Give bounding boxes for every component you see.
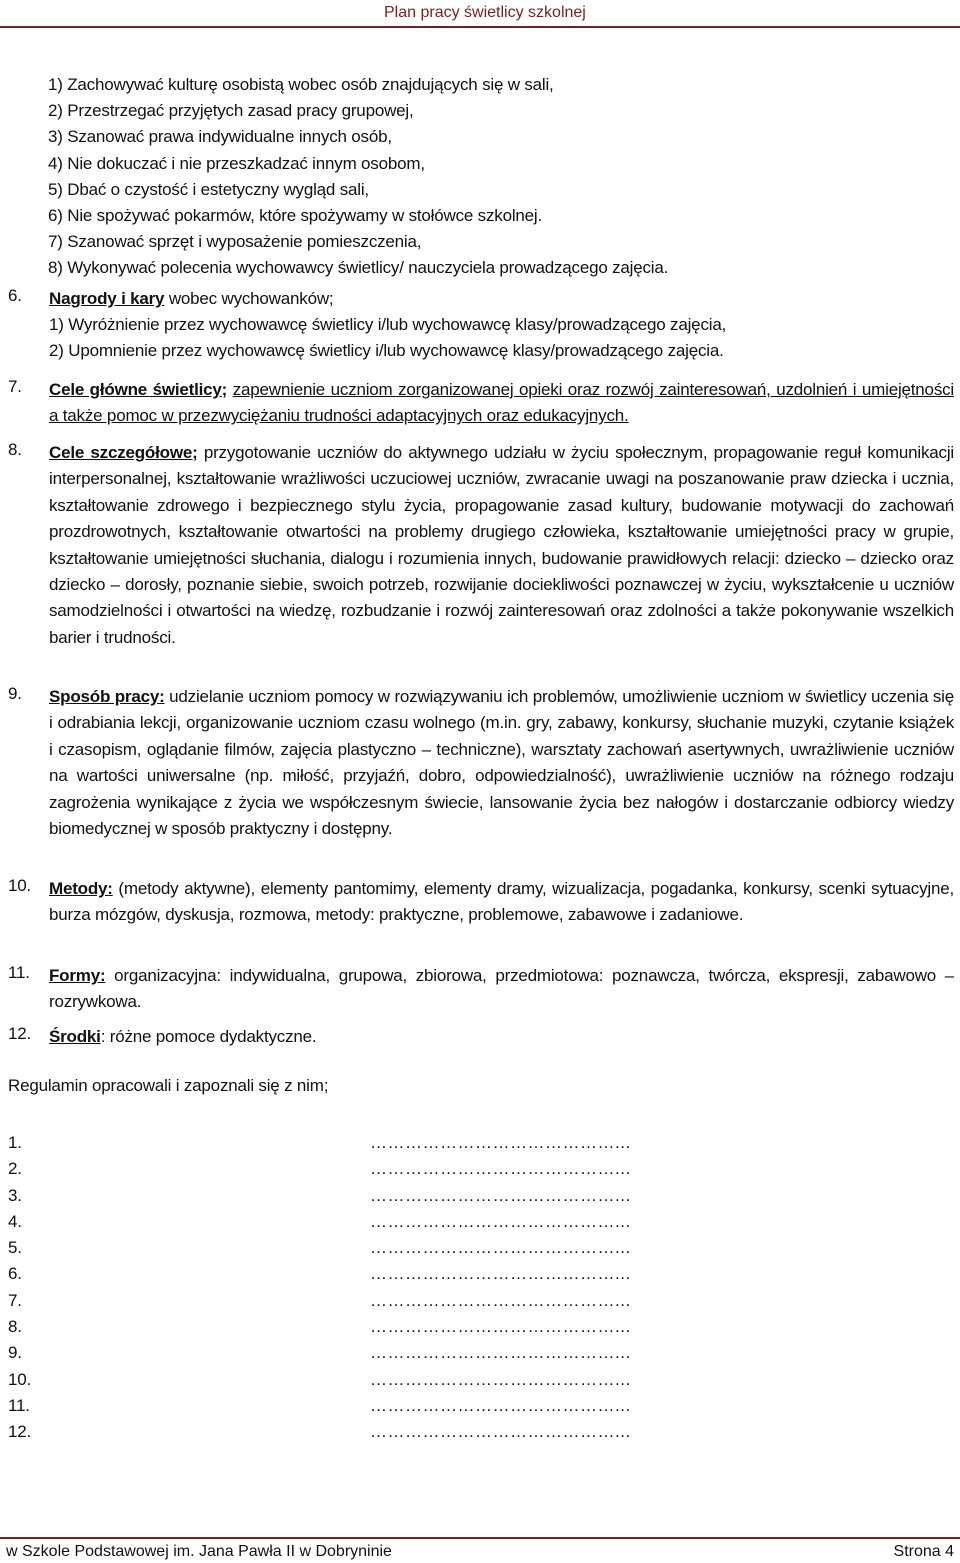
list-item: 3) Szanować prawa indywidualne innych osób,	[48, 127, 392, 147]
section-text: przygotowanie uczniów do aktywnego udziału w życiu społecznym, propagowanie reguł komunikacji interpersonalnej, kształtowanie wrażliwości uczuciowej uczniów, zwracanie uwagi na poszanowanie praw dziecka i ucznia, kształtowanie zdrowego i bezpiecznego stylu życia, propagowanie zasad kultury, budowanie motywacji do zachowań prozdrowotnych, kształtowanie otwartości na problemy drugiego człowieka, kształtowanie umiejętności pracy w grupie, kształtowanie umiejętności słuchania, dialogu i rozumienia innych, budowanie prawidłowych relacji: dziecko – dziecko oraz dziecko – dorosły, poznanie siebie, swoich potrzeb, rozwijanie dociekliwości poznawczej w życiu, wykształcenie u uczniów samodzielności i otwartości na wiedzę, rozbudzanie i rozwój zainteresowań oraz zdolności a także pokonywanie wszelkich barier i trudności.	[49, 443, 954, 647]
section-text: udzielanie uczniom pomocy w rozwiązywaniu ich problemów, umożliwienie uczniom w świetlicy uczenia się i odrabiania lekcji, organizowanie uczniom czasu wolnego (m.in. gry, zabawy, konkursy, słuchanie muzyki, czytanie książek i czasopism, oglądanie filmów, zajęcia plastyczno – techniczne), warsztaty zachowań asertywnych, uwrażliwienie uczniów na wartości uniwersalne (np. miłość, przyjaźń, dobro, odpowiedzialność), uwrażliwienie uczniów na różnego rodzaju zagrożenia wynikające z życia we współczesnym świecie, lansowanie życia bez nałogów i dostarczanie odbiorcy wiedzy biomedycznej w sposób praktyczny i dostępny.	[49, 687, 954, 839]
page-footer	[0, 1537, 960, 1563]
list-item	[8, 1340, 868, 1366]
list-item	[8, 1314, 868, 1340]
signature-line: ……………………………………...	[370, 1264, 631, 1284]
section-body	[49, 286, 954, 364]
section-number: 10.	[8, 876, 32, 895]
section-text: (metody aktywne), elementy pantomimy, elementy dramy, wizualizacja, pogadanka, konkursy, scenki sytuacyjne, burza mózgów, dyskusja, rozmowa, metody: praktyczne, problemowe, zabawowe i zadaniowe.	[49, 879, 954, 925]
signature-line: ……………………………………...	[370, 1185, 631, 1205]
signature-number: 2.	[8, 1159, 22, 1179]
section-text: : różne pomoce dydaktyczne.	[100, 1027, 317, 1046]
section-text: wobec wychowanków;	[164, 289, 334, 308]
section-number: 9.	[8, 684, 22, 703]
section-heading: Środki	[49, 1027, 101, 1046]
signature-line: ……………………………………...	[370, 1159, 631, 1179]
section-number: 11.	[8, 963, 30, 982]
list-item	[8, 1156, 868, 1182]
signature-line: ……………………………………...	[370, 1290, 631, 1310]
signature-number: 1.	[8, 1133, 22, 1152]
signature-line: ……………………………………...	[370, 1343, 631, 1363]
signature-number: 3.	[8, 1185, 22, 1205]
section-body	[49, 963, 954, 1016]
signature-number: 9.	[8, 1343, 22, 1363]
list-item: 4) Nie dokuczać i nie przeszkadzać innym osobom,	[48, 153, 425, 173]
list-item: 5) Dbać o czystość i estetyczny wygląd sali,	[48, 179, 369, 199]
signature-line: ……………………………………...	[370, 1133, 631, 1152]
section-heading: Metody:	[49, 879, 113, 898]
header-title: Plan pracy świetlicy szkolnej	[384, 4, 586, 21]
list-item: 6) Nie spożywać pokarmów, które spożywamy w stołówce szkolnej.	[48, 205, 543, 225]
signature-number: 12.	[8, 1422, 32, 1442]
section-heading: Cele główne świetlicy;	[49, 380, 228, 399]
list-item: 1) Zachowywać kulturę osobistą wobec osób znajdujących się w sali,	[48, 75, 554, 94]
section-text: zapewnienie uczniom zorganizowanej opieki oraz rozwój zainteresowań, uzdolnień i umiejętności a także pomoc w przezwyciężaniu trudności adaptacyjnych oraz edukacyjnych.	[49, 380, 954, 426]
section-body	[49, 876, 954, 929]
section-body	[49, 377, 954, 430]
list-item	[8, 1130, 868, 1156]
section-number: 12.	[8, 1024, 32, 1043]
list-item: 8) Wykonywać polecenia wychowawcy świetlicy/ nauczyciela prowadzącego zajęcia.	[48, 258, 669, 278]
section-body	[49, 1024, 954, 1050]
section-text: organizacyjna: indywidualna, grupowa, zbiorowa, przedmiotowa: poznawcza, twórcza, ekspresji, zabawowo – rozrywkowa.	[49, 966, 954, 1012]
signature-list	[8, 1130, 868, 1446]
section-body	[49, 684, 954, 842]
regulation-title: Regulamin opracowali i zapoznali się z nim;	[8, 1076, 329, 1095]
signature-number: 4.	[8, 1211, 22, 1231]
signature-line: ……………………………………...	[370, 1395, 631, 1415]
signature-line: ……………………………………...	[370, 1369, 631, 1389]
list-item: 7) Szanować sprzęt i wyposażenie pomieszczenia,	[48, 232, 422, 252]
signature-line: ……………………………………...	[370, 1238, 631, 1258]
section-number: 6.	[8, 286, 22, 305]
signature-number: 6.	[8, 1264, 22, 1284]
list-item: 2) Upomnienie przez wychowawcę świetlicy i/lub wychowawcę klasy/prowadzącego zajęcia.	[49, 341, 724, 360]
rules-list	[48, 72, 928, 282]
footer-school-name: w Szkole Podstawowej im. Jana Pawła II w Dobryninie	[6, 1543, 392, 1560]
section-number: 7.	[8, 377, 22, 396]
section-body	[49, 440, 954, 651]
section-heading: Formy:	[49, 966, 106, 985]
list-item	[8, 1235, 868, 1261]
page-header	[0, 0, 960, 28]
signature-number: 5.	[8, 1238, 22, 1258]
section-number: 8.	[8, 440, 22, 459]
signature-line: ……………………………………...	[370, 1211, 631, 1231]
list-item	[8, 1367, 868, 1393]
signature-number: 10.	[8, 1369, 32, 1389]
section-heading: Nagrody i kary	[49, 289, 165, 308]
list-item: 2) Przestrzegać przyjętych zasad pracy grupowej,	[48, 101, 414, 121]
signature-line: ……………………………………...	[370, 1317, 631, 1337]
list-item: 1) Wyróżnienie przez wychowawcę świetlicy i/lub wychowawcę klasy/prowadzącego zajęcia,	[49, 315, 727, 334]
signature-number: 11.	[8, 1395, 30, 1415]
section-heading: Sposób pracy:	[49, 687, 165, 706]
section-heading: Cele szczegółowe;	[49, 443, 198, 462]
signature-line: ……………………………………...	[370, 1422, 631, 1442]
list-item	[8, 1393, 868, 1419]
list-item	[8, 1419, 868, 1445]
list-item	[8, 1183, 868, 1209]
page-number: Strona 4	[893, 1543, 954, 1560]
list-item	[8, 1209, 868, 1235]
list-item	[8, 1288, 868, 1314]
signature-number: 8.	[8, 1317, 22, 1337]
list-item	[8, 1261, 868, 1287]
signature-number: 7.	[8, 1290, 22, 1310]
